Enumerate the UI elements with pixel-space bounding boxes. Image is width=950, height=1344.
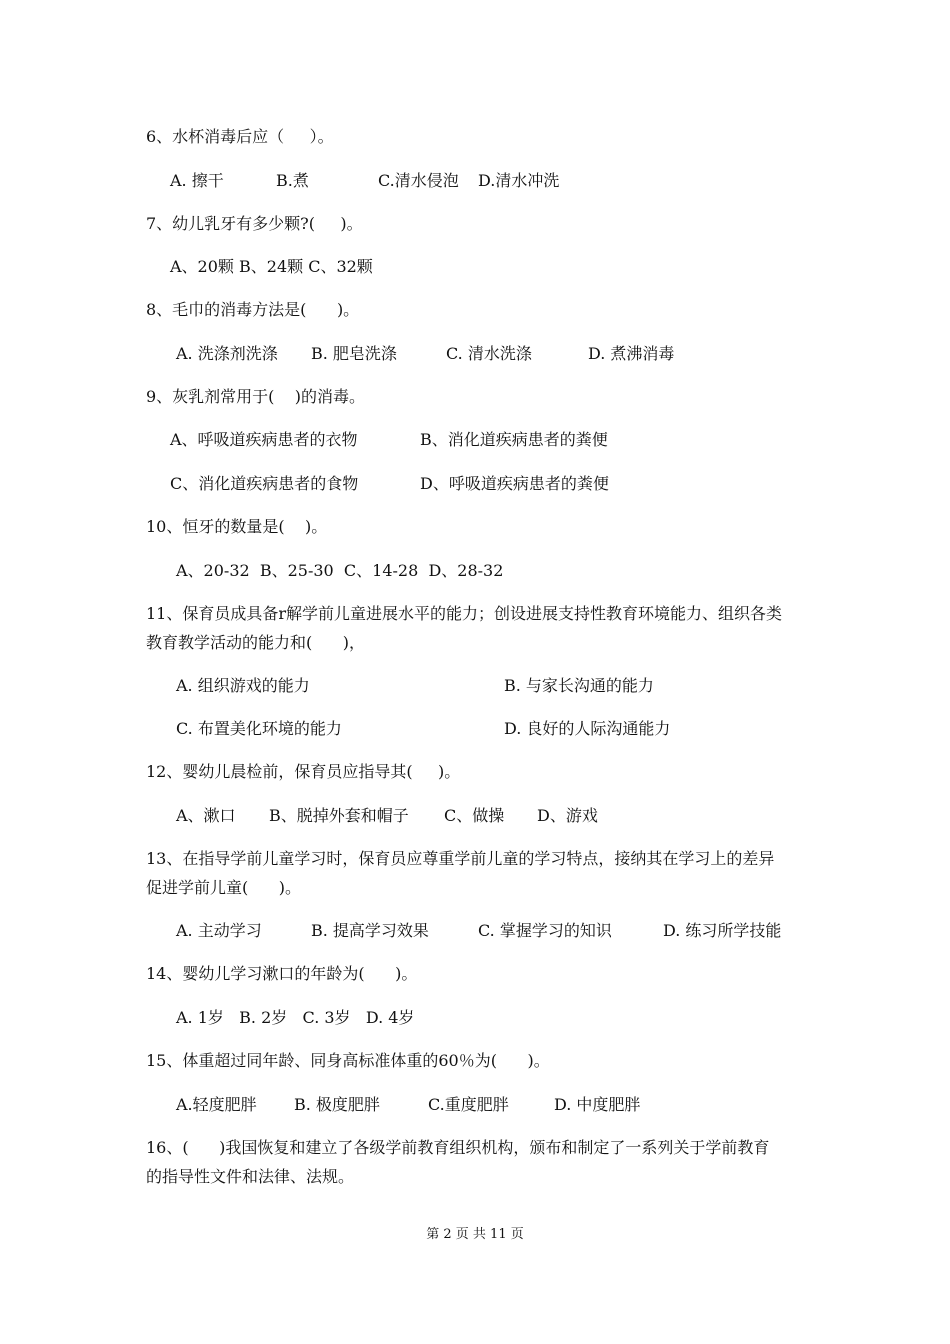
q13-option-b: B. 提高学习效果 — [311, 921, 429, 940]
q12-option-b: B、脱掉外套和帽子 — [269, 806, 409, 825]
q9-option-d: D、呼吸道疾病患者的粪便 — [420, 474, 609, 493]
q13-option-a: A. 主动学习 — [176, 921, 262, 940]
q12-option-a: A、漱口 — [176, 806, 236, 825]
q10-options: A、20-32 B、25-30 C、14-28 D、28-32 — [176, 561, 504, 580]
page-number-footer: 第 2 页 共 11 页 — [426, 1227, 524, 1242]
q11-option-c: C. 布置美化环境的能力 — [176, 719, 342, 738]
question-16-stem-line-1: 16、( )我国恢复和建立了各级学前教育组织机构，颁布和制定了一系列关于学前教育 — [146, 1138, 770, 1157]
q15-option-a: A.轻度肥胖 — [176, 1095, 257, 1114]
q15-option-d: D. 中度肥胖 — [554, 1095, 641, 1114]
q8-option-a: A. 洗涤剂洗涤 — [176, 344, 278, 363]
q9-option-c: C、消化道疾病患者的食物 — [170, 474, 359, 493]
question-6-stem: 6、水杯消毒后应（ ）。 — [146, 127, 334, 146]
q6-option-a: A. 擦干 — [170, 171, 224, 190]
q12-option-c: C、做操 — [444, 806, 505, 825]
question-11-stem-line-1: 11、保育员成具备r解学前儿童进展水平的能力；创设进展支持性教育环境能力、组织各类 — [146, 604, 783, 623]
q9-option-b: B、消化道疾病患者的粪便 — [420, 430, 608, 449]
q6-option-b: B.煮 — [276, 171, 309, 190]
question-14-stem: 14、婴幼儿学习漱口的年龄为( )。 — [146, 964, 418, 983]
q15-option-b: B. 极度肥胖 — [294, 1095, 380, 1114]
q13-option-c: C. 掌握学习的知识 — [478, 921, 612, 940]
q6-option-d: D.清水冲洗 — [478, 171, 560, 190]
q14-options: A. 1岁 B. 2岁 C. 3岁 D. 4岁 — [176, 1008, 415, 1027]
q11-option-b: B. 与家长沟通的能力 — [504, 676, 654, 695]
question-15-stem: 15、体重超过同年龄、同身高标准体重的60％为( )。 — [146, 1051, 550, 1070]
question-9-stem: 9、灰乳剂常用于( )的消毒。 — [146, 387, 366, 406]
q15-option-c: C.重度肥胖 — [428, 1095, 509, 1114]
q9-option-a: A、呼吸道疾病患者的衣物 — [170, 430, 358, 449]
q8-option-c: C. 清水洗涤 — [446, 344, 532, 363]
q6-option-c: C.清水侵泡 — [378, 171, 459, 190]
question-13-stem-line-1: 13、在指导学前儿童学习时，保育员应尊重学前儿童的学习特点，接纳其在学习上的差异 — [146, 849, 775, 868]
q8-option-d: D. 煮沸消毒 — [588, 344, 675, 363]
q13-option-d: D. 练习所学技能 — [663, 921, 782, 940]
q11-option-d: D. 良好的人际沟通能力 — [504, 719, 671, 738]
question-11-stem-line-2: 教育教学活动的能力和( )， — [146, 633, 366, 652]
q11-option-a: A. 组织游戏的能力 — [176, 676, 310, 695]
question-8-stem: 8、毛巾的消毒方法是( )。 — [146, 300, 360, 319]
question-7-stem: 7、幼儿乳牙有多少颗?( )。 — [146, 214, 363, 233]
question-16-stem-line-2: 的指导性文件和法律、法规。 — [146, 1167, 355, 1186]
q7-options: A、20颗 B、24颗 C、32颗 — [170, 257, 373, 276]
q12-option-d: D、游戏 — [537, 806, 598, 825]
question-12-stem: 12、婴幼儿晨检前，保育员应指导其( )。 — [146, 762, 461, 781]
q8-option-b: B. 肥皂洗涤 — [311, 344, 397, 363]
question-10-stem: 10、恒牙的数量是( )。 — [146, 517, 328, 536]
question-13-stem-line-2: 促进学前儿童( )。 — [146, 878, 302, 897]
